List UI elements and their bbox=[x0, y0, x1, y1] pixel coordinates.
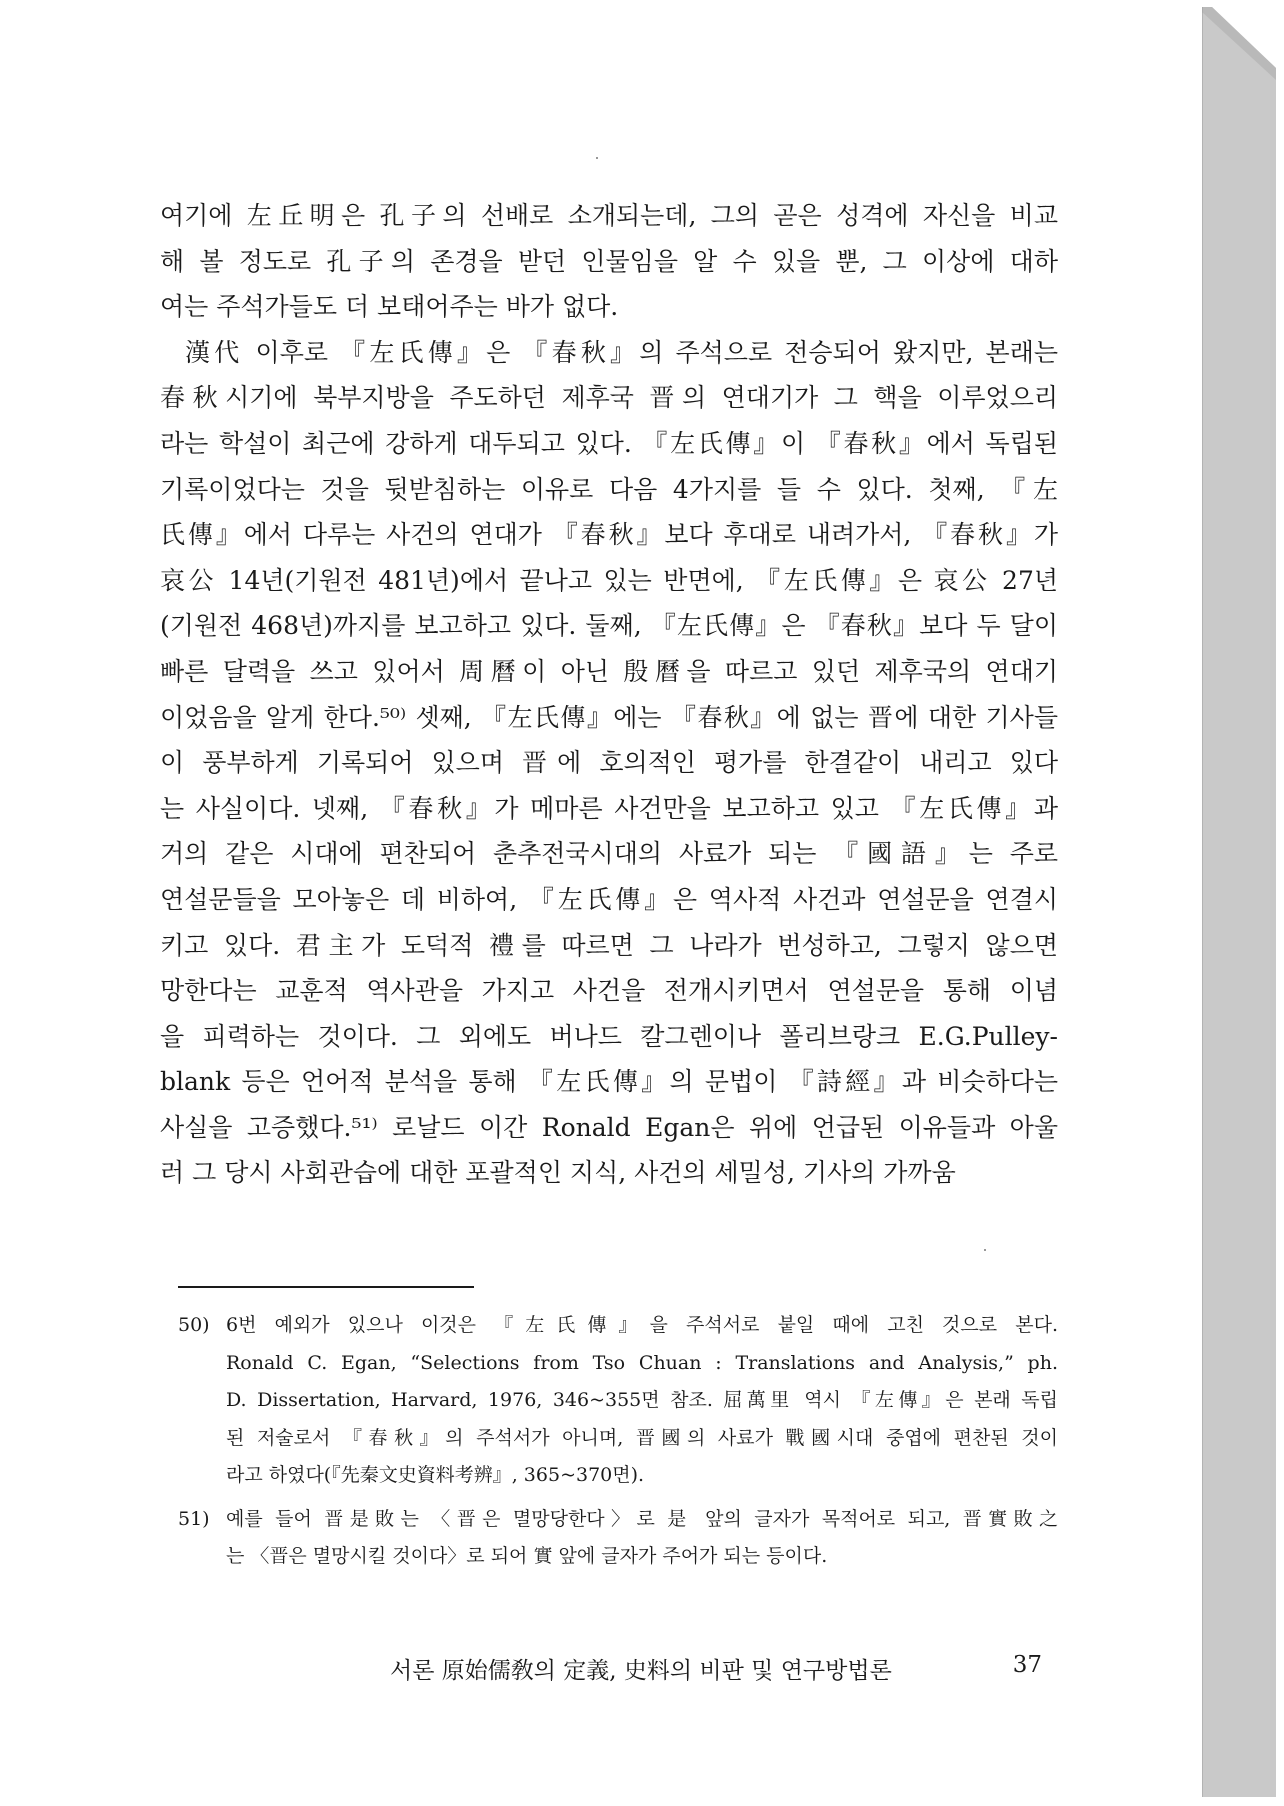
body-line: 이 풍부하게 기록되어 있으며 晋에 호의적인 평가를 한결같이 내리고 있다 bbox=[160, 748, 1058, 778]
body-line: (기원전 468년)까지를 보고하고 있다. 둘째, 『左氏傳』은 『春秋』보다 두 달이 bbox=[160, 611, 1058, 641]
body-line: 여기에 左丘明은 孔子의 선배로 소개되는데, 그의 곧은 성격에 자신을 비교 bbox=[160, 201, 1058, 230]
footnote-number: 51) bbox=[178, 1507, 210, 1530]
body-line: 거의 같은 시대에 편찬되어 춘추전국시대의 사료가 되는 『國語』는 주로 bbox=[160, 839, 1058, 869]
footnote-line: D. Dissertation, Harvard, 1976, 346~355면 참조. 屈萬里 역시 『左傳』은 본래 독립 bbox=[226, 1389, 1058, 1411]
body-line: 여는 주석가들도 더 보태어주는 바가 없다. bbox=[160, 292, 619, 322]
body-line: 빠른 달력을 쓰고 있어서 周曆이 아닌 殷曆을 따르고 있던 제후국의 연대기 bbox=[160, 656, 1058, 686]
footnote bbox=[178, 1307, 1058, 1495]
footnote-line: 6번 예외가 있으나 이것은 『左氏傳』을 주석서로 붙일 때에 고친 것으로 본다. bbox=[226, 1314, 1058, 1336]
body-line: 라는 학설이 최근에 강하게 대두되고 있다. 『左氏傳』이 『春秋』에서 독립된 bbox=[160, 428, 1058, 458]
footnote bbox=[178, 1501, 1058, 1576]
body-line: 는 사실이다. 넷째, 『春秋』가 메마른 사건만을 보고하고 있고 『左氏傳』과 bbox=[160, 793, 1058, 823]
footnote-separator bbox=[178, 1286, 474, 1288]
page-number: 37 bbox=[1012, 1652, 1042, 1678]
footnotes bbox=[178, 1307, 1058, 1576]
body-line: 이었음을 알게 한다.⁵⁰⁾ 셋째, 『左氏傳』에는 『春秋』에 없는 晋에 대한 기사들 bbox=[160, 702, 1058, 732]
body-line: 을 피력하는 것이다. 그 외에도 버나드 칼그렌이나 폴리브랑크 E.G.Pulley- bbox=[160, 1021, 1058, 1051]
footnote-line: 예를 들어 晋是敗는 〈晋은 멸망당한다〉로 是 앞의 글자가 목적어로 되고, 晋實敗之 bbox=[226, 1507, 1058, 1530]
body-text bbox=[160, 193, 1058, 1196]
document-page bbox=[10, 7, 1202, 1797]
footer-title: 서론 原始儒敎의 定義, 史料의 비판 및 연구방법론 bbox=[390, 1658, 892, 1684]
body-line: 키고 있다. 君主가 도덕적 禮를 따르면 그 나라가 번성하고, 그렇지 않으면 bbox=[160, 930, 1058, 960]
body-line: 러 그 당시 사회관습에 대한 포괄적인 지식, 사건의 세밀성, 기사의 가까움 bbox=[160, 1158, 956, 1188]
footnote-line: 라고 하였다(『先秦文史資料考辨』, 365~370면). bbox=[226, 1464, 645, 1486]
scan-speck bbox=[596, 157, 598, 159]
footnote-line: 는 〈晋은 멸망시킬 것이다〉로 되어 實 앞에 글자가 주어가 되는 등이다. bbox=[226, 1545, 828, 1567]
body-line: 氏傳』에서 다루는 사건의 연대가 『春秋』보다 후대로 내려가서, 『春秋』가 bbox=[160, 520, 1058, 550]
body-line: 기록이었다는 것을 뒷받침하는 이유로 다음 4가지를 들 수 있다. 첫째, 『左 bbox=[160, 474, 1058, 504]
scan-speck bbox=[984, 1249, 986, 1251]
body-line: 春秋시기에 북부지방을 주도하던 제후국 晋의 연대기가 그 핵을 이루었으리 bbox=[160, 383, 1058, 413]
footnote-line: 된 저술로서 『春秋』의 주석서가 아니며, 晋國의 사료가 戰國시대 중엽에 편찬된 것이 bbox=[226, 1426, 1058, 1449]
body-line: 망한다는 교훈적 역사관을 가지고 사건을 전개시키면서 연설문을 통해 이념 bbox=[160, 976, 1058, 1006]
body-line: 哀公 14년(기원전 481년)에서 끝나고 있는 반면에, 『左氏傳』은 哀公 27년 bbox=[160, 565, 1058, 595]
footnote-number: 50) bbox=[178, 1314, 210, 1336]
body-line: 사실을 고증했다.⁵¹⁾ 로날드 이간 Ronald Egan은 위에 언급된 이유들과 아울 bbox=[160, 1112, 1058, 1142]
body-line: blank 등은 언어적 분석을 통해 『左氏傳』의 문법이 『詩經』과 비슷하다는 bbox=[160, 1067, 1058, 1097]
running-footer bbox=[390, 1652, 1042, 1685]
body-line: 연설문들을 모아놓은 데 비하여, 『左氏傳』은 역사적 사건과 연설문을 연결시 bbox=[160, 884, 1058, 914]
footnote-line: Ronald C. Egan, “Selections from Tso Chuan : Translations and Analysis,” ph. bbox=[226, 1351, 1058, 1374]
body-line: 漢代 이후로 『左氏傳』은 『春秋』의 주석으로 전승되어 왔지만, 본래는 bbox=[185, 337, 1058, 367]
body-line: 해 볼 정도로 孔子의 존경을 받던 인물임을 알 수 있을 뿐, 그 이상에 대하 bbox=[160, 246, 1058, 276]
